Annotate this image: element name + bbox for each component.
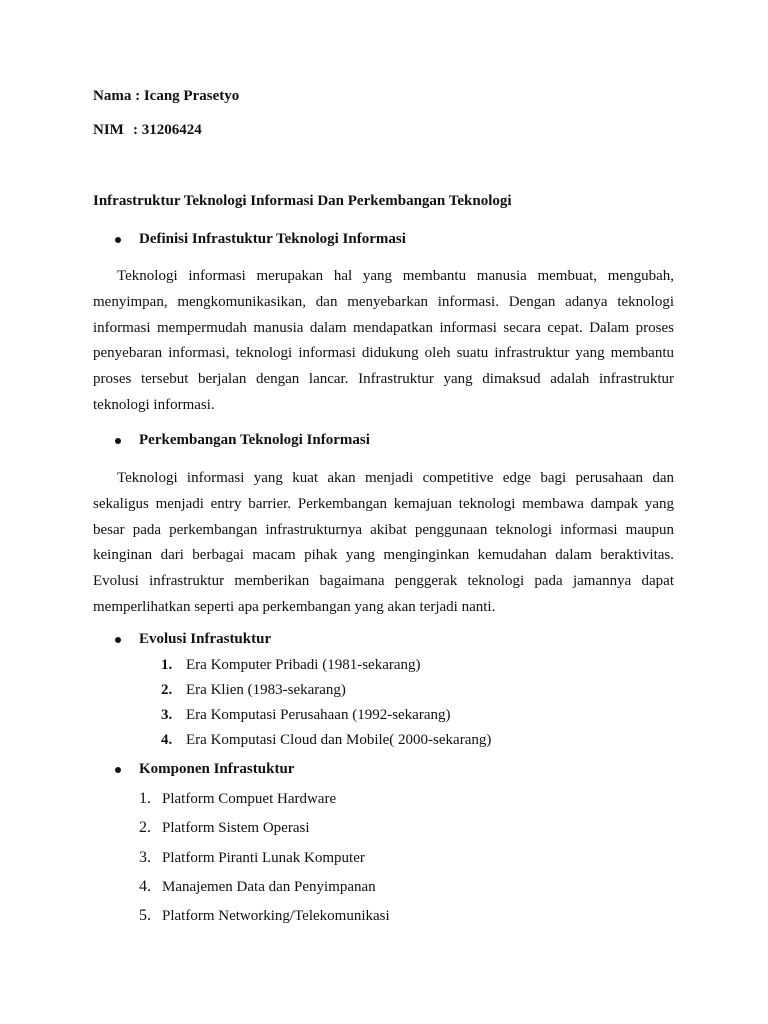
paragraph-line: Evolusi infrastruktur memberikan bagaimana penggerak teknologi pada jamannya dapat xyxy=(93,573,674,590)
list-item: Era Komputasi Perusahaan (1992-sekarang) xyxy=(186,707,451,723)
list-item: Platform Compuet Hardware xyxy=(162,791,337,807)
list-number: 4. xyxy=(139,878,151,895)
list-item: Era Klien (1983-sekarang) xyxy=(186,682,346,698)
list-item: Platform Piranti Lunak Komputer xyxy=(162,850,365,866)
list-item: Era Komputasi Cloud dan Mobile( 2000-sekarang) xyxy=(186,732,492,748)
list-number: 3. xyxy=(139,849,151,866)
paragraph-line: informasi mempermudah manusia dalam mendapatkan informasi secara cepat. Dalam proses xyxy=(93,319,674,336)
paragraph-line: penyebaran informasi, teknologi informasi didukung oleh suatu infrastruktur yang membantu xyxy=(93,345,674,362)
list-number: 4. xyxy=(161,732,173,748)
paragraph-line: keinginan dari berbagai macam pihak yang menginginkan kemudahan dalam beraktivitas. xyxy=(93,547,674,564)
paragraph-line: menyimpan, mengkomunikasikan, dan menyebarkan informasi. Dengan adanya teknologi xyxy=(93,293,674,310)
list-item: Era Komputer Pribadi (1981-sekarang) xyxy=(186,657,421,673)
list-number: 3. xyxy=(161,707,173,723)
paragraph-line: sekaligus menjadi entry barrier. Perkembangan kemajuan teknologi membawa dampak yang xyxy=(93,495,674,512)
list-item: Platform Sistem Operasi xyxy=(162,820,310,836)
paragraph-line: Teknologi informasi yang kuat akan menjadi competitive edge bagi perusahaan dan xyxy=(117,470,674,486)
bullet-icon xyxy=(115,237,121,243)
paragraph-line: proses tersebut berjalan dengan lancar. Infrastruktur yang dimaksud adalah infrastruktur xyxy=(93,371,674,388)
paragraph-line: Teknologi informasi merupakan hal yang membantu manusia membuat, mengubah, xyxy=(117,268,674,284)
paragraph-perkembangan xyxy=(93,471,674,626)
student-name: Nama : Icang Prasetyo xyxy=(93,88,240,104)
document-title: Infrastruktur Teknologi Informasi Dan Perkembangan Teknologi xyxy=(93,193,512,209)
list-item: Manajemen Data dan Penyimpanan xyxy=(162,879,376,895)
heading-komponen: Komponen Infrastuktur xyxy=(139,761,295,777)
paragraph-line: teknologi informasi. xyxy=(93,396,215,413)
student-nim-label: NIM xyxy=(93,122,124,138)
paragraph-line: besar pada perkembangan infrastrukturnya akibat penggunaan teknologi informasi maupun xyxy=(93,521,674,538)
bullet-icon xyxy=(115,438,121,444)
heading-evolusi: Evolusi Infrastuktur xyxy=(139,631,272,647)
bullet-icon xyxy=(115,637,121,643)
paragraph-definisi xyxy=(93,269,674,424)
list-number: 5. xyxy=(139,907,151,924)
heading-definisi: Definisi Infrastuktur Teknologi Informasi xyxy=(139,231,406,247)
list-number: 1. xyxy=(161,657,173,673)
bullet-icon xyxy=(115,767,121,773)
heading-perkembangan: Perkembangan Teknologi Informasi xyxy=(139,432,370,448)
student-nim-value: : 31206424 xyxy=(133,122,202,138)
list-number: 2. xyxy=(139,819,151,836)
list-number: 2. xyxy=(161,682,173,698)
paragraph-line: memperlihatkan seperti apa perkembangan yang akan terjadi nanti. xyxy=(93,598,496,615)
list-item: Platform Networking/Telekomunikasi xyxy=(162,908,390,924)
list-number: 1. xyxy=(139,790,151,807)
